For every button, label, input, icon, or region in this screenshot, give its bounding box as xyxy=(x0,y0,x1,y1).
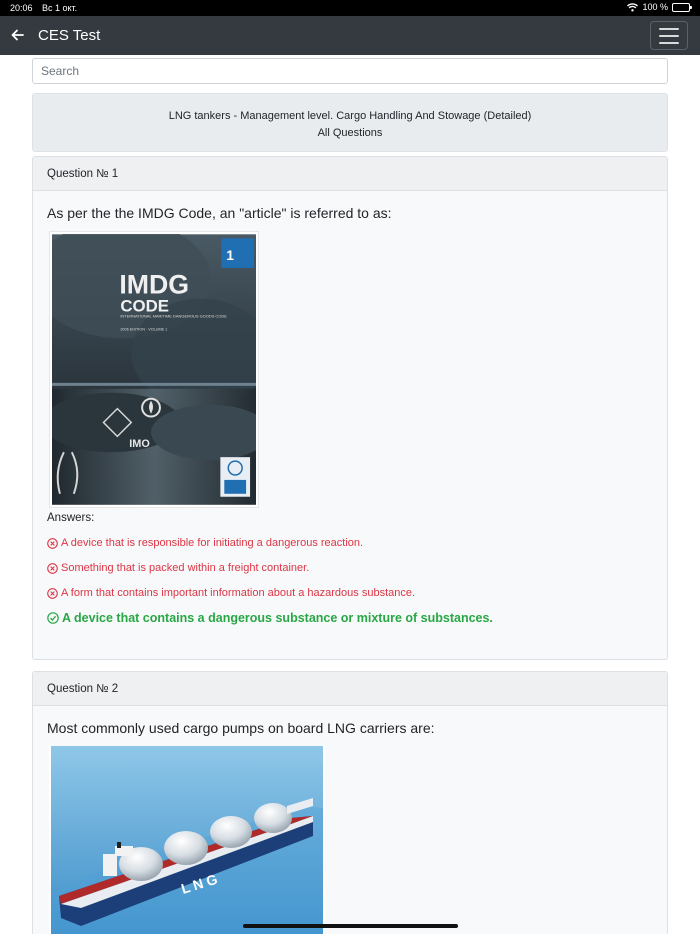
cover-subtitle: INTERNATIONAL MARITIME DANGEROUS GOODS CODE xyxy=(120,313,227,319)
answer-text: Something that is packed within a freight container. xyxy=(61,562,310,574)
back-button[interactable] xyxy=(8,26,26,44)
navbar xyxy=(0,16,700,55)
imdg-code-cover-image xyxy=(49,231,259,508)
check-circle-icon xyxy=(47,612,59,624)
hamburger-icon-bar xyxy=(659,35,679,37)
cover-publisher: IMO xyxy=(129,438,150,451)
x-circle-icon xyxy=(47,563,58,574)
lng-carrier-image xyxy=(49,746,325,934)
answer-option[interactable] xyxy=(47,562,653,574)
answers-label: Answers: xyxy=(47,512,95,524)
battery-icon xyxy=(672,3,690,12)
test-subtitle: All Questions xyxy=(317,127,383,139)
question-card xyxy=(32,671,668,934)
x-circle-icon xyxy=(47,538,58,549)
cover-badge: 1 xyxy=(226,247,235,264)
question-card xyxy=(32,156,668,660)
x-circle-icon xyxy=(47,588,58,599)
question-number: Question № 2 xyxy=(33,672,667,706)
status-date: Вс 1 окт. xyxy=(42,3,78,13)
status-bar xyxy=(0,0,700,16)
battery-percent: 100 % xyxy=(642,2,668,12)
answer-text: A form that contains important information about a hazardous substance. xyxy=(61,587,416,599)
question-text: As per the the IMDG Code, an "article" is referred to as: xyxy=(47,205,392,221)
answer-text: A device that contains a dangerous substance or mixture of substances. xyxy=(62,611,493,625)
wifi-icon xyxy=(627,3,638,12)
home-indicator xyxy=(243,924,458,928)
main-content xyxy=(32,55,668,934)
test-title: LNG tankers - Management level. Cargo Handling And Stowage (Detailed) xyxy=(168,110,532,122)
cover-title-line2: CODE xyxy=(120,296,169,316)
hamburger-icon-bar xyxy=(659,42,679,44)
question-text: Most commonly used cargo pumps on board LNG carriers are: xyxy=(47,720,435,736)
search-input[interactable] xyxy=(32,58,668,84)
status-right xyxy=(627,2,690,12)
menu-toggle-button[interactable] xyxy=(650,21,688,50)
app-title: CES Test xyxy=(38,27,101,44)
status-time: 20:06 xyxy=(10,3,33,13)
hamburger-icon-bar xyxy=(659,28,679,30)
arrow-left-icon xyxy=(11,29,24,41)
cover-edition: 2006 EDITION · VOLUME 1 xyxy=(120,327,168,332)
answer-option[interactable] xyxy=(47,587,653,599)
answer-option[interactable] xyxy=(47,537,653,549)
test-header xyxy=(32,93,668,152)
cover-title-line1: IMDG xyxy=(119,269,190,300)
question-number: Question № 1 xyxy=(33,157,667,191)
answer-text: A device that is responsible for initiating a dangerous reaction. xyxy=(61,537,364,549)
answer-option-correct[interactable] xyxy=(47,611,653,625)
hull-lettering: L N G xyxy=(179,870,220,897)
